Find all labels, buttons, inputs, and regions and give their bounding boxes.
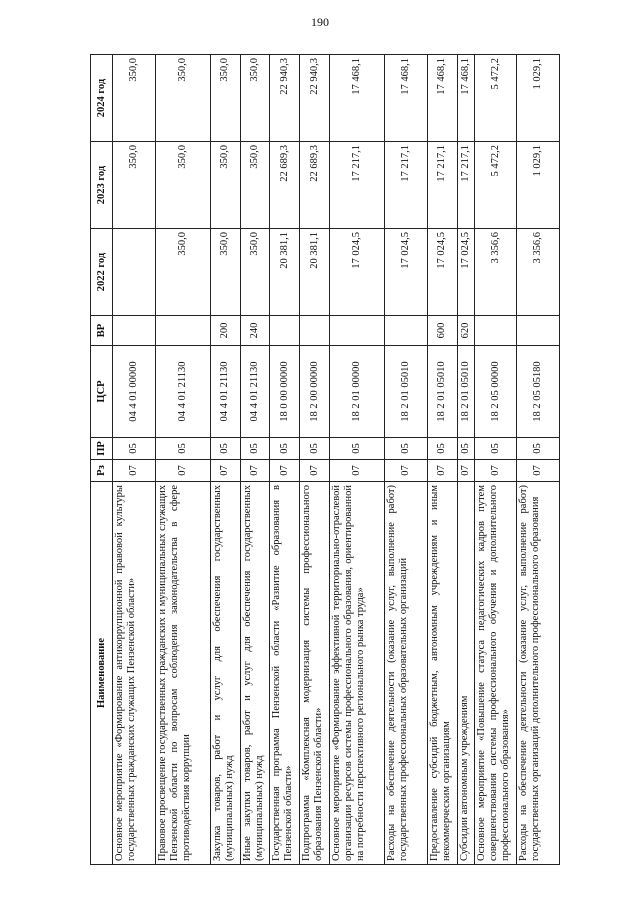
table-row [474, 55, 517, 865]
table-row [427, 55, 457, 865]
table-row [270, 55, 300, 865]
cell-y2023: 17 217,1 [427, 142, 457, 229]
cell-rz: 07 [270, 460, 300, 482]
table-row [457, 55, 474, 865]
cell-y2022: 17 024,5 [427, 229, 457, 316]
cell-y2024: 22 940,3 [300, 55, 330, 142]
cell-y2022: 17 024,5 [457, 229, 474, 316]
cell-y2023: 350,0 [210, 142, 240, 229]
cell-rz: 07 [330, 460, 385, 482]
cell-rz: 07 [300, 460, 330, 482]
cell-y2023: 17 217,1 [385, 142, 428, 229]
header-vr: ВР [91, 316, 113, 346]
cell-name: Расходы на обеспечение деятельности (оказание услуг, выполнение работ) государственных организаций дополнительного профессионального образования [517, 482, 560, 865]
cell-y2022: 20 381,1 [300, 229, 330, 316]
cell-rz: 07 [155, 460, 210, 482]
cell-y2023: 22 689,3 [270, 142, 300, 229]
table-row [210, 55, 240, 865]
cell-pr: 05 [385, 438, 428, 460]
cell-y2023: 5 472,2 [474, 142, 517, 229]
cell-y2023: 17 217,1 [457, 142, 474, 229]
header-name: Наименование [91, 482, 113, 865]
cell-csr: 04 4 01 21130 [155, 346, 210, 438]
cell-pr: 05 [517, 438, 560, 460]
table-row [155, 55, 210, 865]
cell-name: Правовое просвещение государственных гражданских и муниципальных служащих Пензенской области по вопросам соблюдения законодательства в сфере противодействия коррупции [155, 482, 210, 865]
cell-csr: 18 2 05 00000 [474, 346, 517, 438]
cell-vr [330, 316, 385, 346]
cell-y2022: 350,0 [210, 229, 240, 316]
header-2024: 2024 год [91, 55, 113, 142]
cell-pr: 05 [210, 438, 240, 460]
cell-name: Основное мероприятие «Повышение статуса педагогических кадров путем совершенствования системы профессионального обучения и дополнительного профессионального образования» [474, 482, 517, 865]
header-row [91, 55, 113, 865]
cell-name: Подпрограмма «Комплексная модернизация системы профессионального образования Пензенской области» [300, 482, 330, 865]
cell-y2024: 17 468,1 [385, 55, 428, 142]
cell-y2022: 3 356,6 [474, 229, 517, 316]
cell-vr [474, 316, 517, 346]
cell-y2024: 350,0 [240, 55, 270, 142]
cell-csr: 18 2 01 00000 [330, 346, 385, 438]
cell-rz: 07 [210, 460, 240, 482]
cell-vr [155, 316, 210, 346]
header-csr: ЦСР [91, 346, 113, 438]
cell-name: Основное мероприятие «Формирование антикоррупционной правовой культуры государственных гражданских служащих Пензенской области» [113, 482, 156, 865]
budget-table [90, 54, 560, 865]
cell-y2023: 1 029,1 [517, 142, 560, 229]
header-pr: ПР [91, 438, 113, 460]
table-row [330, 55, 385, 865]
header-rz: Рз [91, 460, 113, 482]
cell-rz: 07 [427, 460, 457, 482]
cell-pr: 05 [457, 438, 474, 460]
cell-vr [300, 316, 330, 346]
header-2022: 2022 год [91, 229, 113, 316]
cell-y2023: 350,0 [155, 142, 210, 229]
cell-y2024: 5 472,2 [474, 55, 517, 142]
cell-y2024: 350,0 [210, 55, 240, 142]
cell-csr: 18 2 05 05180 [517, 346, 560, 438]
table-row [517, 55, 560, 865]
cell-pr: 05 [427, 438, 457, 460]
cell-y2022: 17 024,5 [385, 229, 428, 316]
cell-y2023: 17 217,1 [330, 142, 385, 229]
cell-rz: 07 [385, 460, 428, 482]
cell-y2024: 17 468,1 [427, 55, 457, 142]
table-row [385, 55, 428, 865]
cell-y2024: 22 940,3 [270, 55, 300, 142]
cell-name: Закупка товаров, работ и услуг для обеспечения государственных (муниципальных) нужд [210, 482, 240, 865]
cell-pr: 05 [300, 438, 330, 460]
cell-vr: 200 [210, 316, 240, 346]
cell-name: Иные закупки товаров, работ и услуг для обеспечения государственных (муниципальных) нужд [240, 482, 270, 865]
cell-y2023: 350,0 [240, 142, 270, 229]
cell-y2022: 350,0 [155, 229, 210, 316]
cell-pr: 05 [330, 438, 385, 460]
cell-csr: 18 0 00 00000 [270, 346, 300, 438]
cell-name: Субсидии автономным учреждениям [457, 482, 474, 865]
cell-y2023: 22 689,3 [300, 142, 330, 229]
table-row [300, 55, 330, 865]
cell-rz: 07 [517, 460, 560, 482]
cell-y2024: 17 468,1 [330, 55, 385, 142]
cell-y2024: 17 468,1 [457, 55, 474, 142]
page-number: 190 [311, 15, 329, 29]
cell-vr: 620 [457, 316, 474, 346]
cell-name: Расходы на обеспечение деятельности (оказание услуг, выполнение работ) государственных профессиональных образовательных организаций [385, 482, 428, 865]
cell-y2024: 350,0 [113, 55, 156, 142]
table-row [240, 55, 270, 865]
cell-y2022: 17 024,5 [330, 229, 385, 316]
cell-rz: 07 [457, 460, 474, 482]
cell-csr: 04 4 01 21130 [240, 346, 270, 438]
cell-name: Предоставление субсидий бюджетным, автономным учреждениям и иным некоммерческим организациям [427, 482, 457, 865]
cell-vr [113, 316, 156, 346]
cell-rz: 07 [474, 460, 517, 482]
cell-name: Основное мероприятие «Формирование эффективной территориально-отраслевой организации ресурсов системы профессионального образования, ориентированной на потребности перспективного регионального рынка труда» [330, 482, 385, 865]
cell-y2022: 350,0 [240, 229, 270, 316]
cell-csr: 18 2 01 05010 [385, 346, 428, 438]
cell-y2022: 3 356,6 [517, 229, 560, 316]
cell-y2022: 20 381,1 [270, 229, 300, 316]
cell-csr: 04 4 01 21130 [210, 346, 240, 438]
cell-csr: 18 2 01 05010 [457, 346, 474, 438]
table-row [113, 55, 156, 865]
cell-y2023: 350,0 [113, 142, 156, 229]
table-body [113, 55, 560, 865]
cell-y2024: 350,0 [155, 55, 210, 142]
cell-vr [517, 316, 560, 346]
cell-vr [270, 316, 300, 346]
cell-csr: 18 2 00 00000 [300, 346, 330, 438]
cell-csr: 04 4 01 00000 [113, 346, 156, 438]
cell-pr: 05 [155, 438, 210, 460]
cell-vr: 240 [240, 316, 270, 346]
header-2023: 2023 год [91, 142, 113, 229]
rotated-table-container [90, 55, 560, 865]
cell-vr: 600 [427, 316, 457, 346]
cell-y2024: 1 029,1 [517, 55, 560, 142]
cell-y2022 [113, 229, 156, 316]
cell-pr: 05 [474, 438, 517, 460]
cell-pr: 05 [270, 438, 300, 460]
cell-rz: 07 [113, 460, 156, 482]
cell-vr [385, 316, 428, 346]
cell-pr: 05 [240, 438, 270, 460]
cell-pr: 05 [113, 438, 156, 460]
cell-csr: 18 2 01 05010 [427, 346, 457, 438]
cell-name: Государственная программа Пензенской области «Развитие образования в Пензенской области» [270, 482, 300, 865]
cell-rz: 07 [240, 460, 270, 482]
